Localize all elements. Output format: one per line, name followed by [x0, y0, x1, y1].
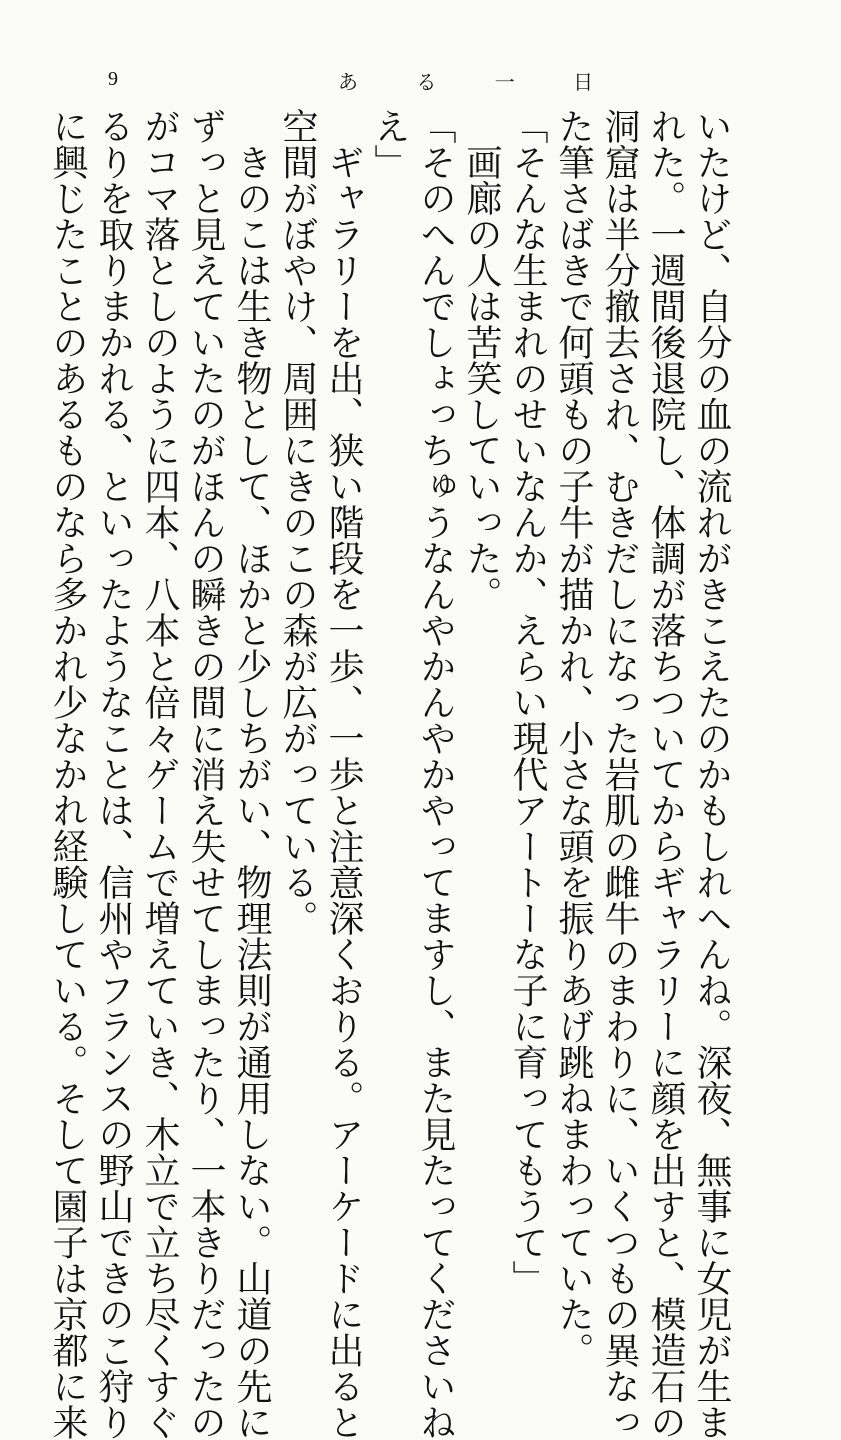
text-line: た筆さばきで何頭もの子牛が描かれ、小さな頭を振りあげ跳ねまわっていた。 — [553, 108, 594, 1368]
page-number: 9 — [108, 68, 119, 90]
text-line: 洞窟は半分撤去され、むきだしになった岩肌の雌牛のまわりに、いくつもの異なっ — [599, 108, 640, 1440]
text-line: 「そのへんでしょっちゅうなんやかんやかやってますし、また見たってくださいね — [415, 108, 456, 1440]
text-line: 「そんな生まれのせいなんか、えらい現代アートーな子に育ってもうて」 — [507, 108, 548, 1296]
body-text — [47, 108, 734, 1440]
text-line: れた。一週間後退院し、体調が落ちついてからギャラリーに顔を出すと、模造石の — [645, 108, 686, 1440]
text-line: 空間がぼやけ、周囲にきのこの森が広がっている。 — [277, 108, 318, 936]
text-line: がコマ落としのように四本、八本と倍々ゲームで増えていき、木立で立ち尽くすぐ — [139, 108, 180, 1440]
text-line: るりを取りまかれる、といったようなことは、信州やフランスの野山できのこ狩り — [93, 108, 134, 1440]
text-line: きのこは生き物として、ほかと少しちがい、物理法則が通用しない。山道の先に — [231, 108, 272, 1440]
text-line: ギャラリーを出、狭い階段を一歩、一歩と注意深くおりる。アーケードに出ると — [323, 108, 364, 1440]
text-line: ずっと見えていたのがほんの瞬きの間に消え失せてしまったり、一本きりだったの — [185, 108, 226, 1440]
running-title: あ る 一 日 — [338, 70, 620, 94]
text-line: え」 — [369, 108, 410, 180]
text-line: 画廊の人は苦笑していった。 — [461, 108, 502, 612]
text-line: に興じたことのあるものなら多かれ少なかれ経験している。そして園子は京都に来 — [47, 108, 88, 1440]
text-line: いたけど、自分の血の流れがきこえたのかもしれへんね。深夜、無事に女児が生ま — [691, 108, 732, 1440]
